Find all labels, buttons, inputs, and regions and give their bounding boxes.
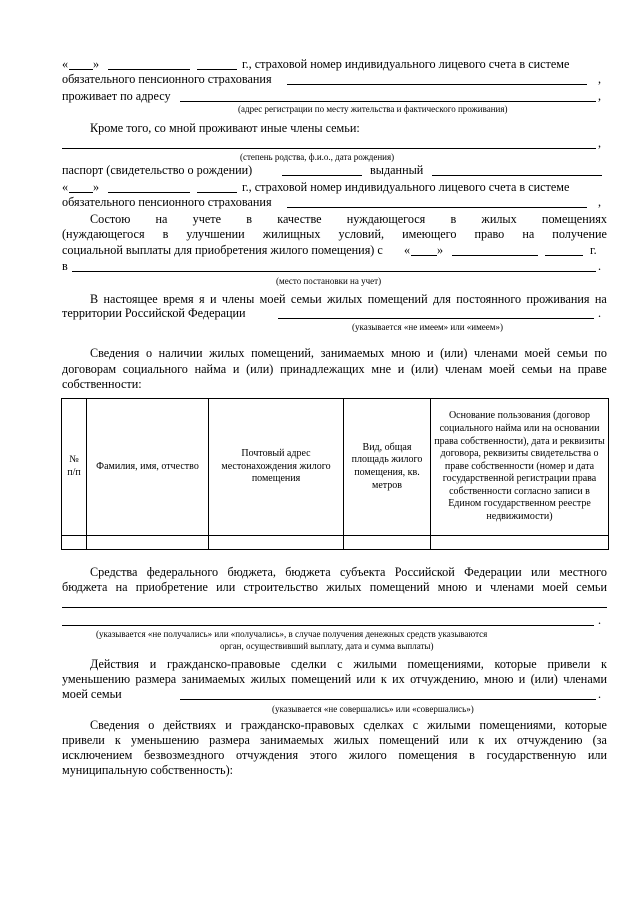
- date-close-quote: »: [93, 57, 100, 71]
- housing-para-line2: территории Российской Федерации: [62, 306, 246, 320]
- day-field[interactable]: [411, 255, 437, 256]
- year-suffix: г.: [590, 243, 597, 257]
- period: .: [598, 613, 602, 627]
- address-caption: (адрес регистрации по месту жительства и фактического проживания): [238, 104, 508, 114]
- table-cell[interactable]: [209, 536, 344, 550]
- have-housing-field[interactable]: [278, 318, 594, 319]
- budget-field-line1[interactable]: [62, 607, 607, 608]
- actions-done-field[interactable]: [180, 699, 596, 700]
- month-field[interactable]: [108, 192, 190, 193]
- address-label: проживает по адресу: [62, 89, 171, 103]
- date-open-quote: «: [404, 243, 411, 257]
- issued-label: выданный: [370, 163, 424, 177]
- address-field[interactable]: [180, 101, 596, 102]
- year-field[interactable]: [197, 69, 237, 70]
- date-close-quote: »: [437, 243, 444, 257]
- comma: ,: [598, 72, 602, 86]
- table-cell[interactable]: [62, 536, 87, 550]
- snils-label-line1: г., страховой номер индивидуального лицевого счета в системе: [242, 57, 570, 71]
- budget-field-line2[interactable]: [62, 625, 594, 626]
- deals-para-line2: привели к уменьшению размера занимаемых жилых помещений или к их отчуждению (за: [62, 733, 607, 747]
- day-field[interactable]: [69, 192, 93, 193]
- table-row: [62, 536, 609, 550]
- year-field[interactable]: [197, 192, 237, 193]
- snils-field[interactable]: [287, 84, 587, 85]
- comma: ,: [598, 89, 602, 103]
- date-open-quote: «: [62, 57, 69, 71]
- snils-label-line1: г., страховой номер индивидуального лицевого счета в системе: [242, 180, 570, 194]
- date-close-quote: »: [93, 180, 100, 194]
- done-caption: (указывается «не совершались» или «совершались»): [272, 704, 474, 714]
- registration-place-prefix: в: [62, 259, 68, 273]
- budget-para-line1: Средства федерального бюджета, бюджета субъекта Российской Федерации или местного: [90, 565, 607, 579]
- table-header-row: [62, 399, 609, 536]
- comma: ,: [598, 195, 602, 209]
- registration-para-line1: Состою на учете в качестве нуждающегося в жилых помещениях: [90, 212, 607, 226]
- header-basis: Основание пользования (договор социального найма или на основании права собственности), дата и реквизиты договора, реквизиты свидетельства о праве собственности (номер и дата государственной регистрации права собственности согласно записи в Едином государственном реестре недвижимости): [431, 399, 609, 536]
- issued-by-field[interactable]: [432, 175, 602, 176]
- header-area: Вид, общая площадь жилого помещения, кв. метров: [344, 399, 431, 536]
- pension-insurance-label: обязательного пенсионного страхования: [62, 72, 272, 86]
- table-cell[interactable]: [87, 536, 209, 550]
- relation-caption: (степень родства, ф.и.о., дата рождения): [240, 152, 395, 162]
- registration-para-line2: (нуждающегося в улучшении жилищных условий, имеющего право на получение: [62, 227, 607, 241]
- received-caption-line1: (указывается «не получались» или «получались», в случае получения денежных средств указываются: [96, 629, 488, 639]
- header-address: Почтовый адрес местонахождения жилого помещения: [209, 399, 344, 536]
- housing-table: [61, 398, 609, 550]
- family-member-field[interactable]: [62, 148, 596, 149]
- day-field[interactable]: [69, 69, 93, 70]
- registration-para-line3: социальной выплаты для приобретения жилого помещения) с: [62, 243, 383, 257]
- date-open-quote: «: [62, 180, 69, 194]
- info-para-line3: собственности:: [62, 377, 142, 391]
- month-field[interactable]: [452, 255, 538, 256]
- comma: ,: [598, 136, 602, 150]
- header-name: Фамилия, имя, отчество: [87, 399, 209, 536]
- period: .: [598, 259, 602, 273]
- deals-para-line4: муниципальную собственность):: [62, 763, 234, 777]
- registration-caption: (место постановки на учет): [276, 276, 382, 286]
- snils-field[interactable]: [287, 207, 587, 208]
- table-cell[interactable]: [431, 536, 609, 550]
- table-cell[interactable]: [344, 536, 431, 550]
- deals-para-line1: Сведения о действиях и гражданско-правовых сделках с жилыми помещениями, которые: [90, 718, 607, 732]
- period: .: [598, 306, 602, 320]
- period: .: [598, 687, 602, 701]
- month-field[interactable]: [108, 69, 190, 70]
- passport-label: паспорт (свидетельство о рождении): [62, 163, 253, 177]
- passport-field[interactable]: [282, 175, 362, 176]
- info-para-line1: Сведения о наличии жилых помещений, занимаемых мною и (или) членами моей семьи по: [90, 346, 607, 360]
- actions-para-line2: уменьшению размера занимаемых жилых помещений или к их отчуждению, мною и (или) членами: [62, 672, 607, 686]
- budget-para-line2: бюджета на приобретение или строительство жилых помещений мною и членами моей семьи: [62, 580, 607, 594]
- actions-para-line1: Действия и гражданско-правовые сделки с жилыми помещениями, которые привели к: [90, 657, 607, 671]
- info-para-line2: договорам социального найма и (или) принадлежащих мне и (или) членам моей семьи на праве: [62, 362, 607, 376]
- actions-para-line3: моей семьи: [62, 687, 122, 701]
- registration-place-field[interactable]: [72, 271, 596, 272]
- pension-insurance-label: обязательного пенсионного страхования: [62, 195, 272, 209]
- deals-para-line3: исключением безвозмездного отчуждения этого жилого помещения в государственную или: [62, 748, 607, 762]
- received-caption-line2: орган, осуществивший выплату, дата и сумма выплаты): [220, 641, 434, 651]
- have-caption: (указывается «не имеем» или «имеем»): [352, 322, 503, 332]
- housing-para-line1: В настоящее время я и члены моей семьи жилых помещений для постоянного проживания на: [90, 292, 607, 306]
- family-members-intro: Кроме того, со мной проживают иные члены семьи:: [90, 121, 360, 135]
- header-number: № п/п: [62, 399, 87, 536]
- year-field[interactable]: [545, 255, 583, 256]
